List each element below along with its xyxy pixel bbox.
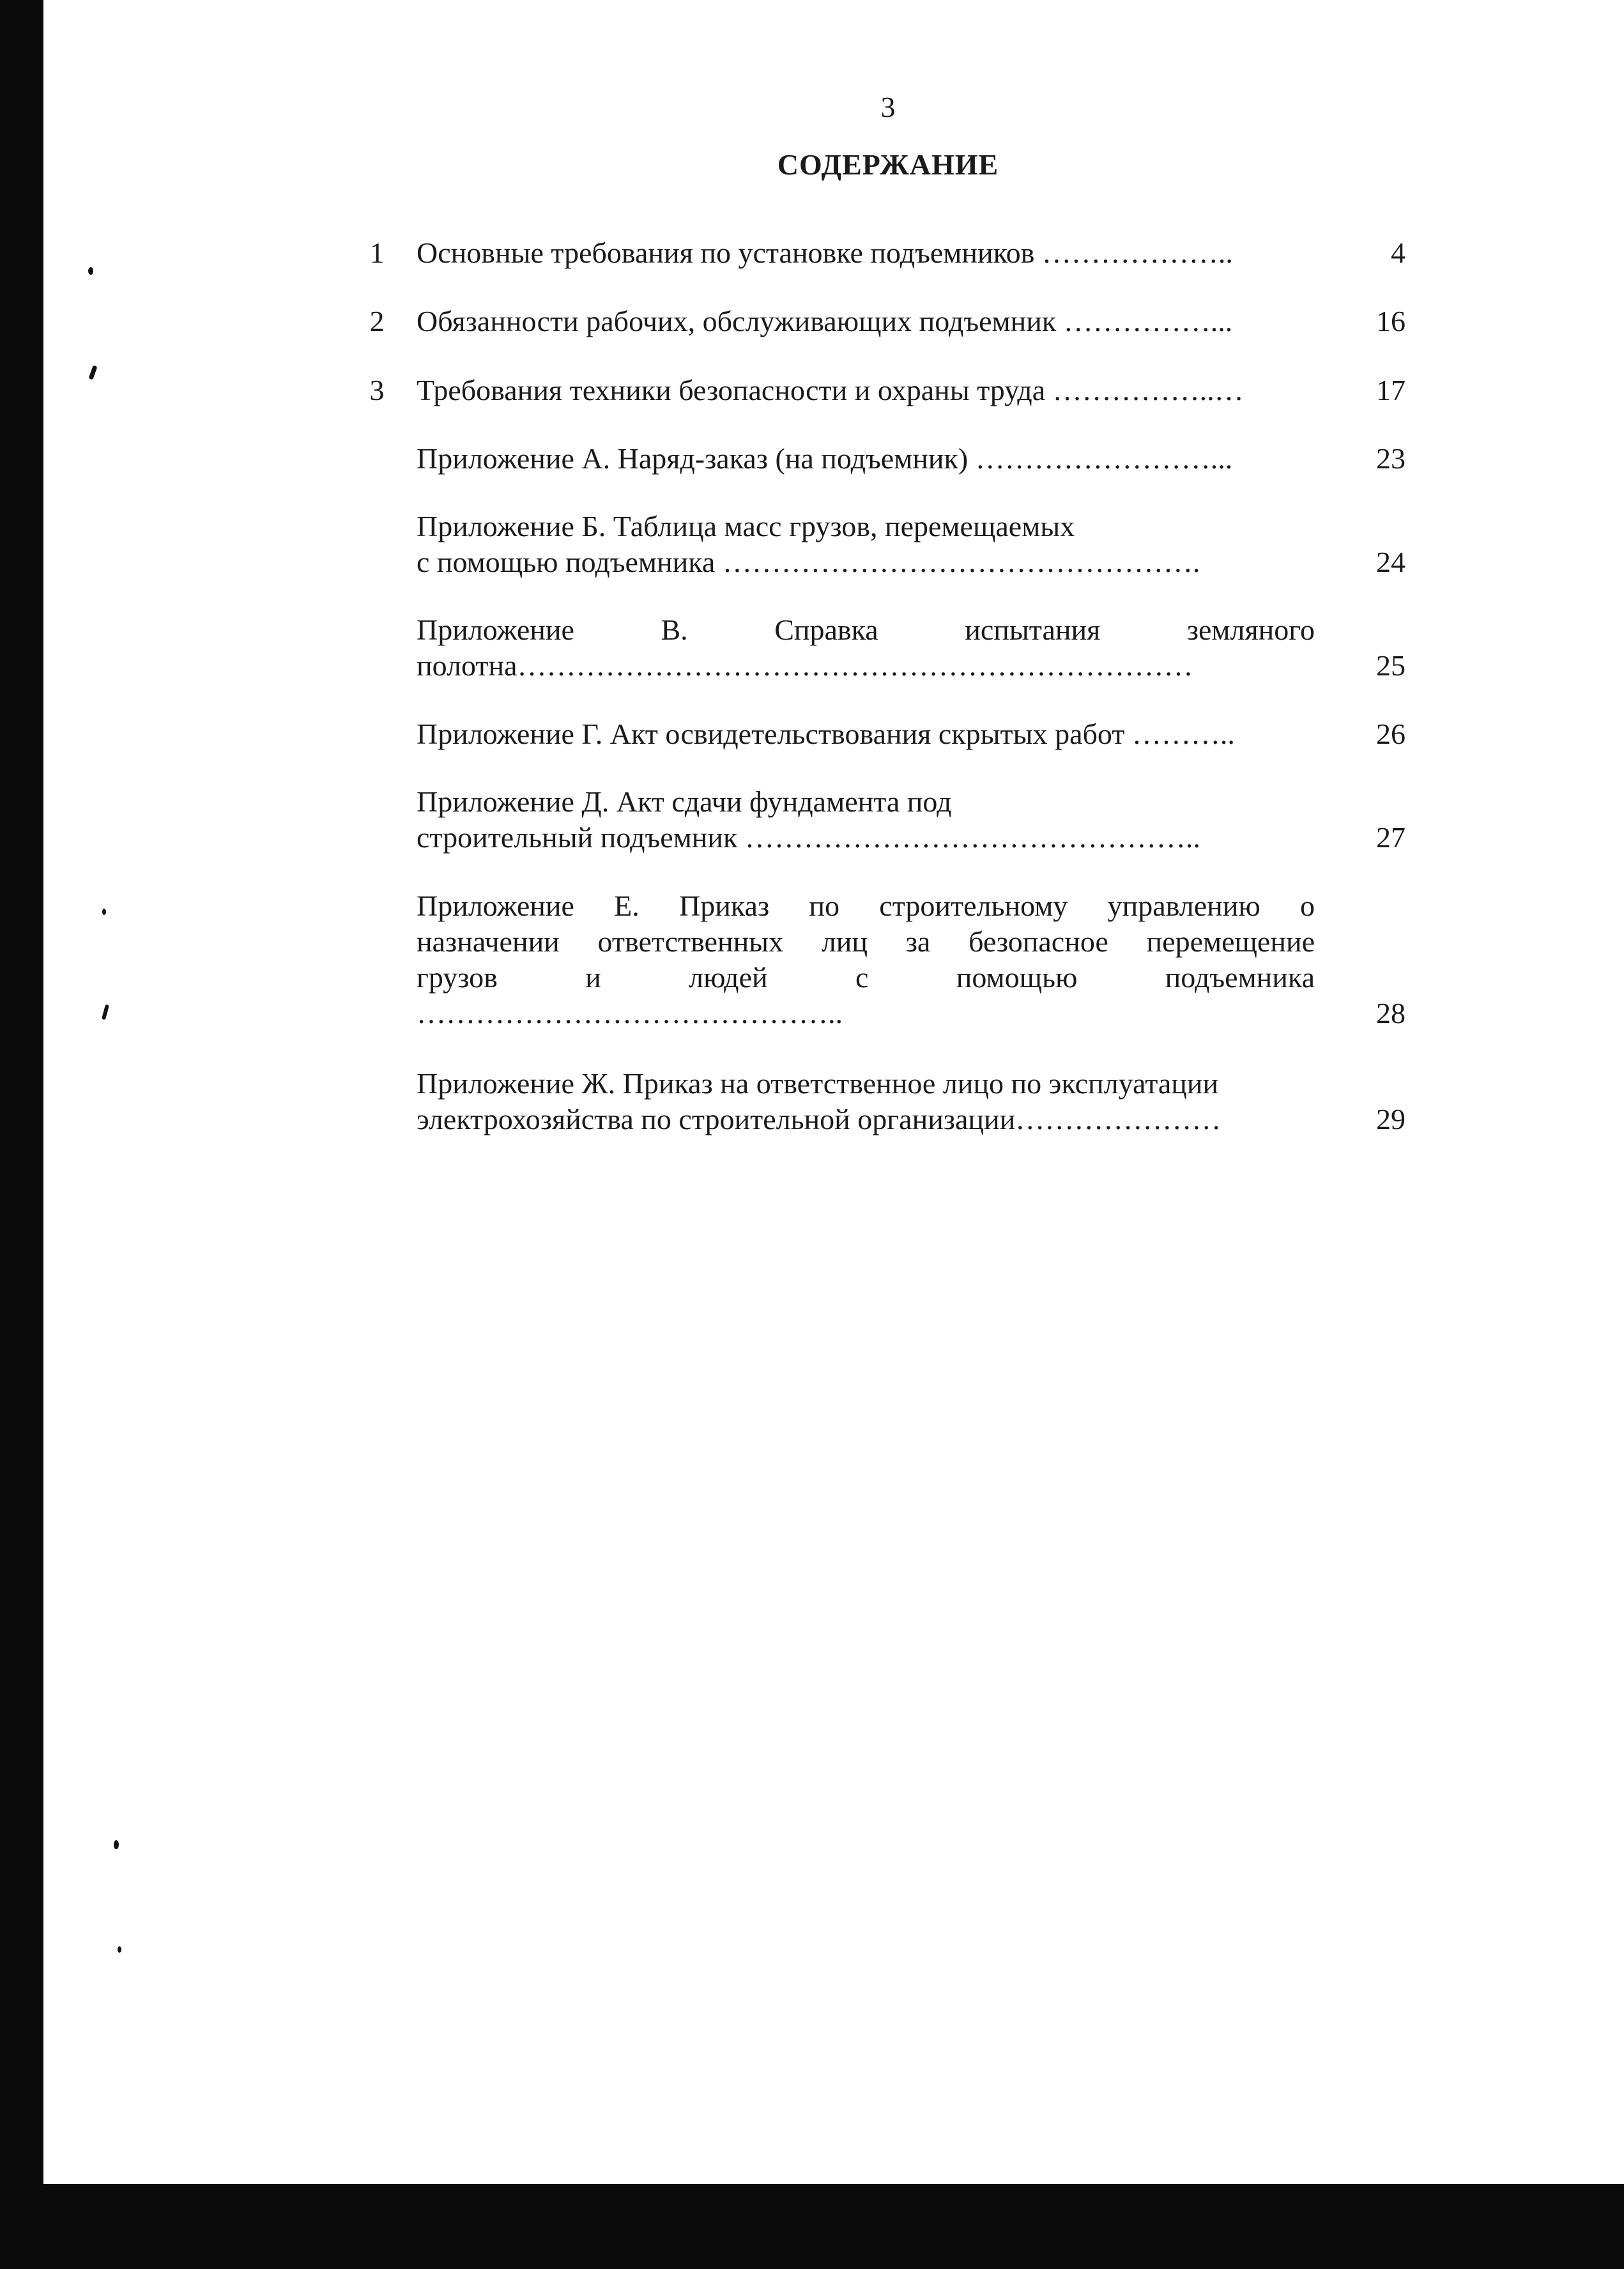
toc-entry-line: строительный подъемник ……………………………………….. [417,821,1200,854]
toc-entry-line: Приложение В. Справка испытания земляного [417,613,1315,646]
toc-entry-title [417,509,1315,580]
scan-speck [102,1004,109,1020]
toc-entry-title: Приложение А. Наряд-заказ (на подъемник) ……………………... [417,442,1233,475]
toc-entry-page: 4 [1391,236,1406,269]
toc-entry-title [417,888,1315,1031]
scan-speck [102,909,106,915]
toc-entry-title: Обязанности рабочих, обслуживающих подъемник ……………... [417,305,1233,337]
toc-entry-number: 1 [369,236,385,269]
toc-entry-title [417,784,1315,856]
toc-entry-page: 17 [1376,374,1406,406]
toc-entry-line: назначении ответственных лиц за безопасное перемещение [417,925,1315,958]
toc-entry-line: электрохозяйства по строительной организации………………… [417,1103,1222,1135]
scan-border-left [0,0,43,2269]
toc-entry-number: 3 [369,374,385,406]
toc-entry-title [417,1066,1315,1137]
toc-entry-page: 24 [1376,546,1406,578]
toc-entry-title: Требования техники безопасности и охраны труда ……………..… [417,374,1244,406]
toc-entry-title: Основные требования по установке подъемников ……………….. [417,236,1233,269]
toc-entry-page: 29 [1376,1103,1406,1135]
toc-entry-line: Приложение Е. Приказ по строительному управлению о [417,889,1315,922]
toc-entry-page: 23 [1376,442,1406,475]
toc-entry-line: Приложение Д. Акт сдачи фундамента под [417,785,952,818]
toc-entry-page: 16 [1376,305,1406,337]
toc-entry-line: …………………………………….. [417,997,843,1029]
toc-entry-line: с помощью подъемника …………………………………………. [417,546,1200,578]
page-number: 3 [880,91,896,123]
toc-entry-line: полотна…………………………………………………………… [417,649,1193,682]
toc-entry-title [417,612,1315,684]
toc-entry-line: Приложение Ж. Приказ на ответственное лицо по эксплуатации [417,1067,1219,1100]
toc-entry-number: 2 [369,305,385,337]
scan-speck [114,1840,119,1849]
toc-entry-page: 27 [1376,821,1406,854]
toc-entry-title: Приложение Г. Акт освидетельствования скрытых работ ……….. [417,718,1235,750]
scan-speck [88,365,97,380]
toc-entry-line: Приложение Б. Таблица масс грузов, перемещаемых [417,510,1075,542]
toc-entry-page: 25 [1376,649,1406,682]
scan-speck [118,1946,121,1953]
scan-border-bottom [0,2184,1624,2269]
toc-entry-line: грузов и людей с помощью подъемника [417,961,1315,994]
scan-speck [88,267,93,275]
page-title: СОДЕРЖАНИЕ [777,148,999,181]
toc-entry-page: 26 [1376,718,1406,750]
toc-entry-page: 28 [1376,997,1406,1029]
